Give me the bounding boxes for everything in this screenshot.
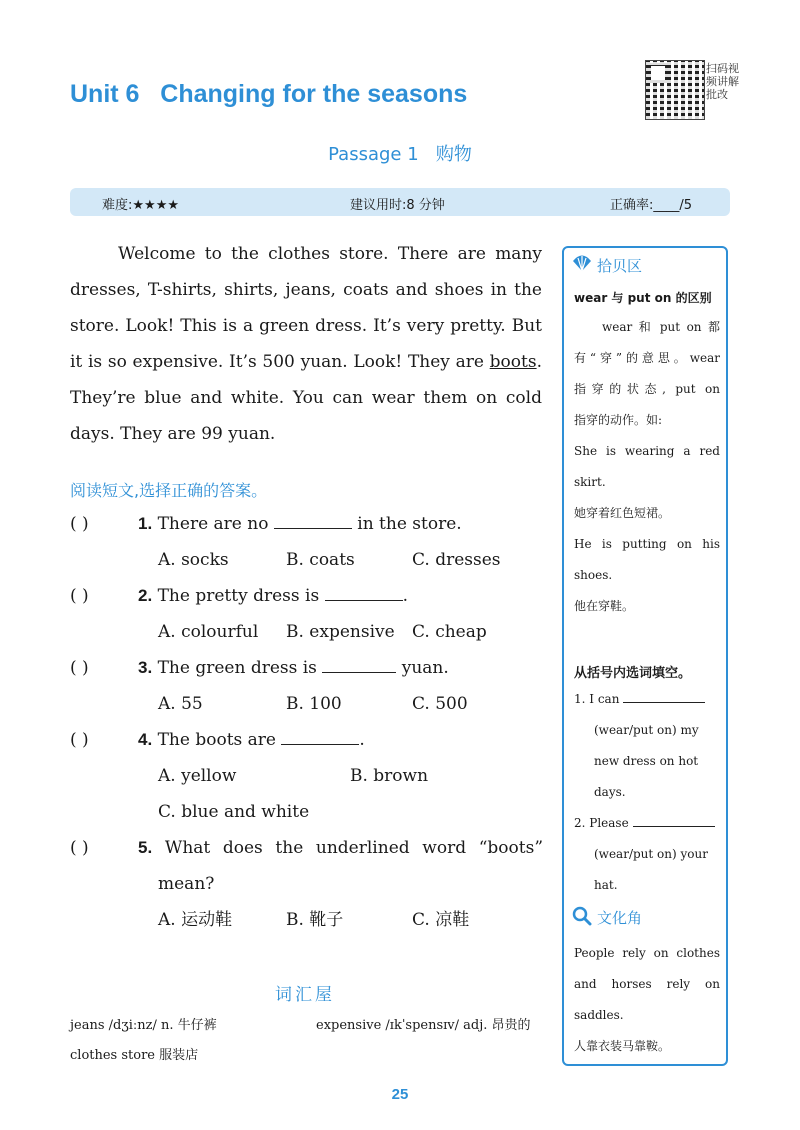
exercise-text: new dress on hot <box>594 754 699 768</box>
option-c[interactable]: C. 凉鞋 <box>412 910 470 930</box>
question-3 <box>138 650 449 686</box>
note-line: 她穿着红色短裙。 <box>574 506 671 520</box>
answer-paren-1[interactable]: ( ) <box>70 514 89 534</box>
answer-paren-4[interactable]: ( ) <box>70 730 89 750</box>
suggested-time-label: 建议用时:8 分钟 <box>350 198 445 213</box>
question-4 <box>138 722 365 758</box>
unit-title: Unit 6 Changing for the seasons <box>70 80 468 108</box>
info-bar <box>70 188 730 216</box>
exercise-text: hat. <box>594 878 618 892</box>
question-text: The green dress is <box>157 658 317 678</box>
answer-blank <box>281 728 359 745</box>
option-b[interactable]: B. expensive <box>286 622 395 642</box>
accuracy-label: 正确率:____/5 <box>610 198 693 213</box>
vocab-entry: jeans /dʒiːnz/ n. 牛仔裤 <box>70 1018 217 1033</box>
answer-blank <box>322 656 396 673</box>
qr-caption: 扫码视频讲解批改 <box>706 62 739 101</box>
option-b[interactable]: B. brown <box>350 766 429 786</box>
passage-text-1: Welcome to the clothes store. There are many dresses, T-shirts, shirts, jeans, coats and shoes in the store. Look! This is a green dress. It’s very pretty. But it is so expensive. It’s 500 yuan. Look! They are <box>70 244 542 372</box>
passage-text-2: . They’re blue and white. You can wear them on cold days. They are 99 yuan. <box>70 352 542 444</box>
question-text: . <box>402 586 408 606</box>
option-b[interactable]: B. coats <box>286 550 355 570</box>
question-number: 4. <box>138 730 153 749</box>
option-a[interactable]: A. yellow <box>158 766 237 786</box>
note-line: 他在穿鞋。 <box>574 599 635 613</box>
question-5 <box>138 830 543 866</box>
culture-line: People rely on clothes <box>574 946 720 960</box>
sidebar-notes <box>574 312 720 622</box>
note-line: He is putting on his <box>574 537 720 551</box>
qr-code-icon[interactable] <box>645 60 705 120</box>
note-line: shoes. <box>574 568 613 582</box>
answer-blank <box>325 584 403 601</box>
question-2 <box>138 578 408 614</box>
page-number: 25 <box>391 1086 409 1103</box>
option-c[interactable]: C. 500 <box>412 694 468 714</box>
question-5-line-2: mean? <box>158 874 215 894</box>
answer-paren-5[interactable]: ( ) <box>70 838 89 858</box>
option-b[interactable]: B. 100 <box>286 694 342 714</box>
underlined-word: boots <box>489 352 537 372</box>
culture-text <box>574 938 720 1062</box>
passage-title: Passage 1 购物 <box>328 144 472 165</box>
question-number: 5. <box>138 838 153 857</box>
sidebar-subtitle: wear 与 put on 的区别 <box>574 291 712 305</box>
option-b[interactable]: B. 靴子 <box>286 910 344 930</box>
option-a[interactable]: A. colourful <box>158 622 259 642</box>
exercise-blank[interactable] <box>633 814 715 827</box>
question-text: What does the underlined word “boots” <box>164 838 544 858</box>
culture-line: and horses rely on <box>574 977 720 991</box>
option-c[interactable]: C. dresses <box>412 550 501 570</box>
option-a[interactable]: A. 55 <box>158 694 203 714</box>
question-text: . <box>359 730 365 750</box>
vocab-title: 词汇屋 <box>275 985 335 1005</box>
answer-paren-2[interactable]: ( ) <box>70 586 89 606</box>
question-text: in the store. <box>357 514 462 534</box>
reading-passage <box>70 236 542 452</box>
exercise-text: (wear/put on) your <box>594 847 708 861</box>
culture-line: saddles. <box>574 1008 624 1022</box>
exercise-text: 2. Please <box>574 816 629 830</box>
question-number: 2. <box>138 586 153 605</box>
question-1 <box>138 506 462 542</box>
question-text: There are no <box>157 514 269 534</box>
option-a[interactable]: A. 运动鞋 <box>158 910 233 930</box>
shell-icon <box>572 254 592 276</box>
answer-blank <box>274 512 352 529</box>
note-line: skirt. <box>574 475 606 489</box>
exercise-text: (wear/put on) my <box>594 723 699 737</box>
note-line: 有“穿”的意思。wear <box>574 351 720 365</box>
note-line: wear 和 put on 都 <box>602 320 720 334</box>
note-line: 指穿的动作。如: <box>574 413 663 427</box>
difficulty-label: 难度:★★★★ <box>102 198 179 213</box>
fill-exercise <box>574 684 720 901</box>
question-number: 1. <box>138 514 153 533</box>
note-line: 指穿的状态, put on <box>574 382 720 396</box>
instruction: 阅读短文,选择正确的答案。 <box>70 481 268 500</box>
culture-line: 人靠衣装马靠鞍。 <box>574 1039 671 1053</box>
exercise-text: days. <box>594 785 626 799</box>
question-text: yuan. <box>401 658 449 678</box>
option-a[interactable]: A. socks <box>158 550 229 570</box>
exercise-title: 从括号内选词填空。 <box>574 666 692 681</box>
exercise-text: 1. I can <box>574 692 620 706</box>
exercise-blank[interactable] <box>623 690 705 703</box>
vocab-entry: clothes store 服装店 <box>70 1048 199 1063</box>
answer-paren-3[interactable]: ( ) <box>70 658 89 678</box>
question-text: The boots are <box>157 730 276 750</box>
option-c[interactable]: C. cheap <box>412 622 487 642</box>
vocab-entry: expensive /ɪkˈspensɪv/ adj. 昂贵的 <box>316 1018 531 1033</box>
note-line: She is wearing a red <box>574 444 720 458</box>
question-number: 3. <box>138 658 153 677</box>
question-text: The pretty dress is <box>157 586 320 606</box>
option-c[interactable]: C. blue and white <box>158 802 310 822</box>
shell-section-title: 拾贝区 <box>597 257 643 275</box>
culture-section-title: 文化角 <box>597 909 643 927</box>
magnifier-icon <box>572 906 592 930</box>
